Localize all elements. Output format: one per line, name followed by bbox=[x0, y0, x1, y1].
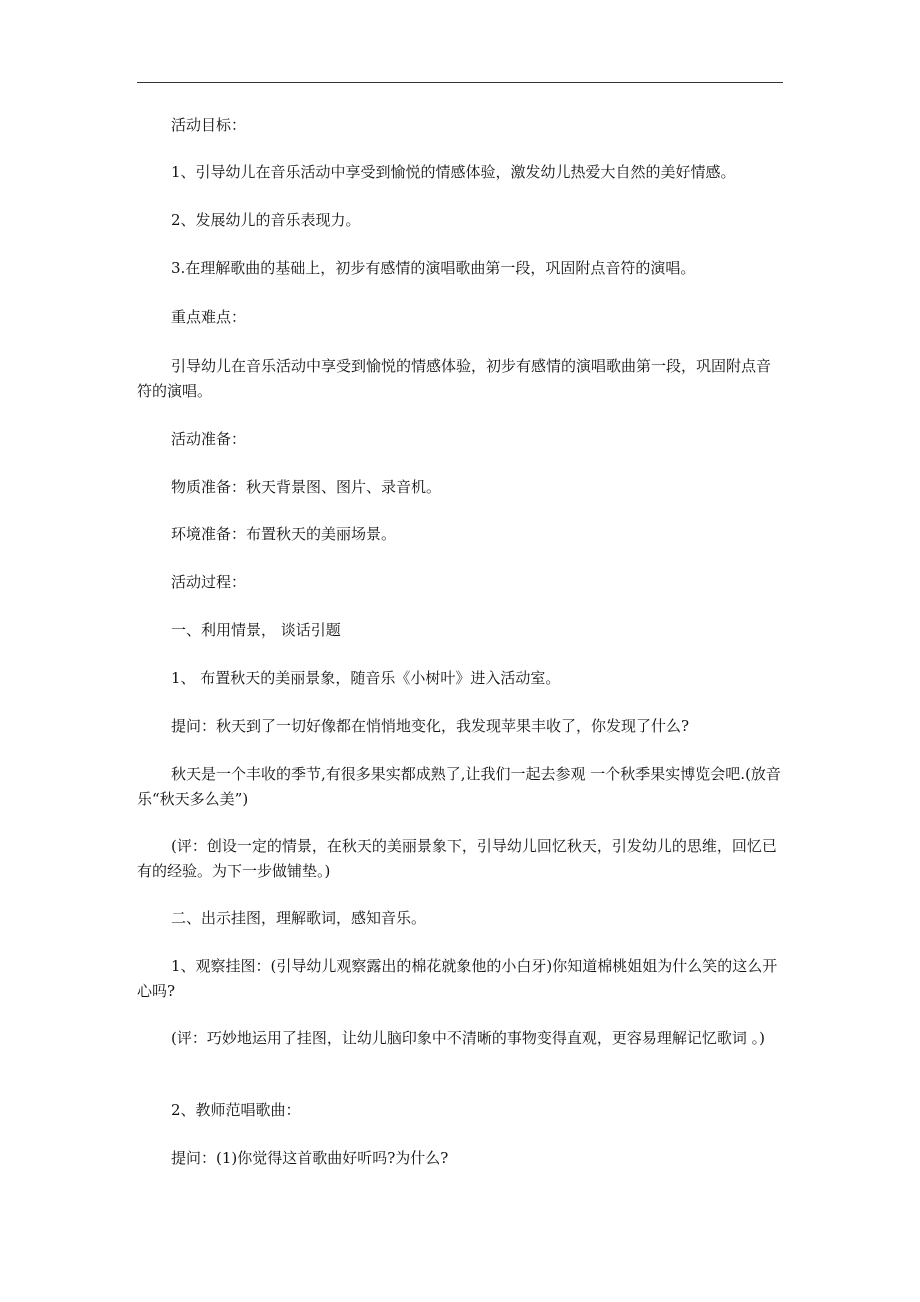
heading-key-points: 重点难点： bbox=[171, 308, 247, 326]
autumn-paragraph: 秋天是一个丰收的季节,有很多果实都成熟了,让我们一起去参观 一个秋季果实博览会吧.(放音乐“秋天多么美”) bbox=[137, 765, 781, 808]
material-preparation: 物质准备：秋天背景图、图片、录音机。 bbox=[171, 478, 442, 496]
step-2-heading: 二、出示挂图，理解歌词，感知音乐。 bbox=[171, 909, 427, 927]
step-2-item-1: 1、观察挂图：(引导幼儿观察露出的棉花就象他的小白牙)你知道棉桃姐姐为什么笑的这么开心吗? bbox=[137, 957, 778, 1000]
comment-1: (评：创设一定的情景，在秋天的美丽景象下，引导幼儿回忆秋天，引发幼儿的思维，回忆已有的经验。为下一步做铺垫。) bbox=[137, 837, 777, 880]
goal-item-2: 2、发展幼儿的音乐表现力。 bbox=[171, 211, 361, 229]
step-1-item-1: 1、 布置秋天的美丽景象，随音乐《小树叶》进入活动室。 bbox=[171, 669, 561, 687]
heading-process: 活动过程： bbox=[171, 573, 247, 591]
comment-2: (评：巧妙地运用了挂图，让幼儿脑印象中不清晰的事物变得直观，更容易理解记忆歌词 。) bbox=[171, 1029, 765, 1047]
goal-item-3: 3.在理解歌曲的基础上，初步有感情的演唱歌曲第一段，巩固附点音符的演唱。 bbox=[171, 259, 696, 277]
heading-preparation: 活动准备： bbox=[171, 430, 247, 448]
heading-activity-goals: 活动目标： bbox=[171, 116, 247, 134]
environment-preparation: 环境准备：布置秋天的美丽场景。 bbox=[171, 525, 397, 543]
document-body bbox=[137, 0, 783, 1302]
step-2-item-2: 2、教师范唱歌曲： bbox=[171, 1101, 301, 1119]
question-1: 提问：秋天到了一切好像都在悄悄地变化，我发现苹果丰收了，你发现了什么? bbox=[171, 717, 690, 735]
goal-item-1: 1、引导幼儿在音乐活动中享受到愉悦的情感体验，激发幼儿热爱大自然的美好情感。 bbox=[171, 163, 736, 181]
step-1-heading: 一、利用情景， 谈话引题 bbox=[171, 621, 341, 639]
question-2: 提问：(1)你觉得这首歌曲好听吗?为什么? bbox=[171, 1149, 449, 1167]
key-points-text: 引导幼儿在音乐活动中享受到愉悦的情感体验，初步有感情的演唱歌曲第一段，巩固附点音符的演唱。 bbox=[137, 357, 772, 400]
